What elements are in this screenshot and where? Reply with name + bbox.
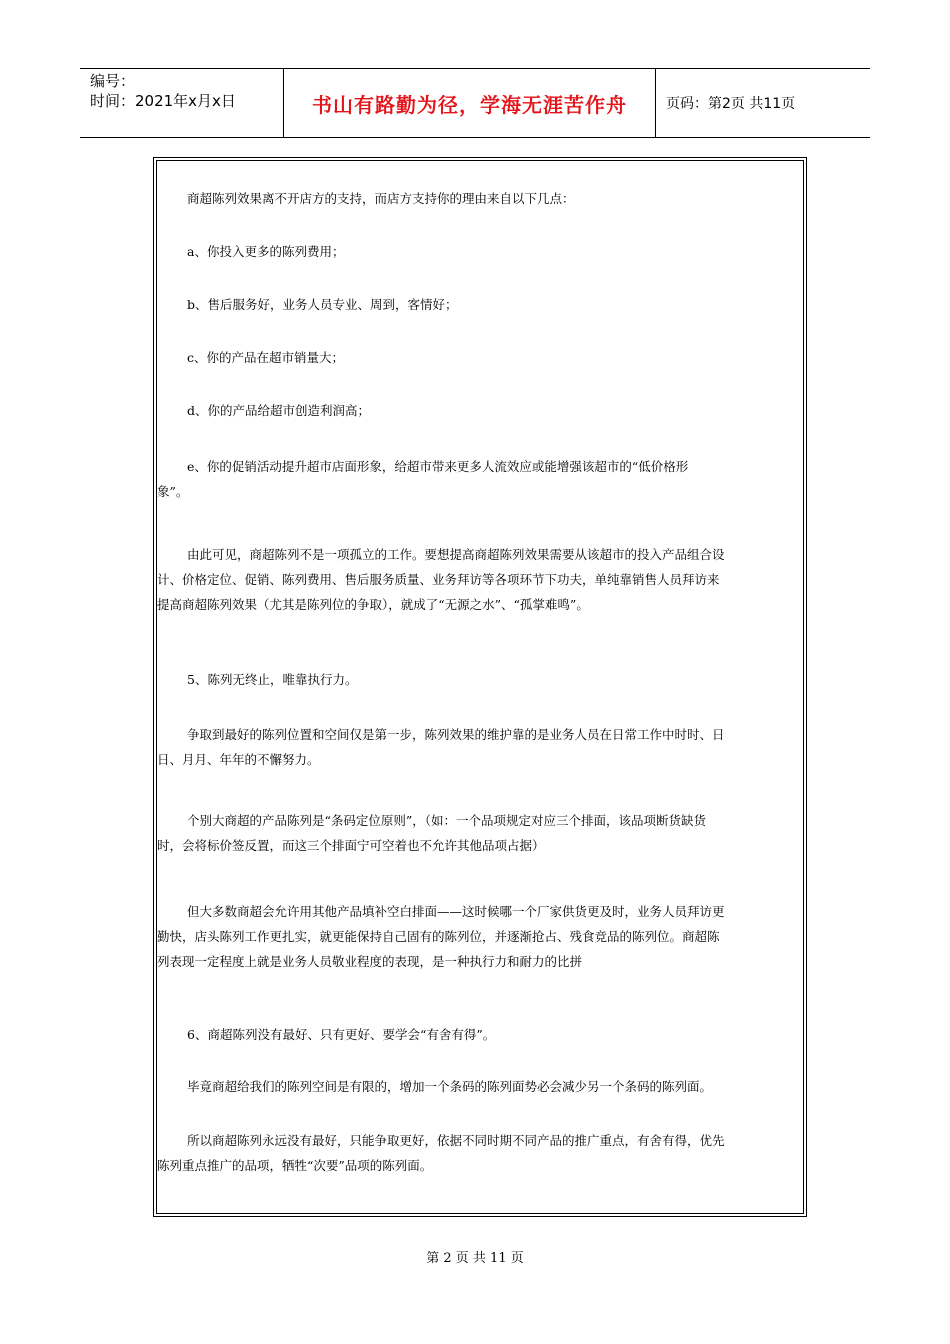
paragraph-line: 计、价格定位、促销、陈列费用、售后服务质量、业务拜访等各项环节下功夫，单纯靠销售人员拜访来: [157, 572, 720, 587]
header-meta-cell: [80, 69, 283, 137]
paragraph-line: 但大多数商超会允许用其他产品填补空白排面——这时候哪一个厂家供货更及时，业务人员拜访更: [187, 904, 725, 919]
paragraph: [157, 667, 807, 692]
paragraph-line: d、你的产品给超市创造利润高；: [187, 403, 371, 418]
paragraph-line: e、你的促销活动提升超市店面形象，给超市带来更多人流效应或能增强该超市的“低价格形: [187, 459, 689, 474]
paragraph: [157, 345, 807, 370]
document-date-label: 时间：2021年x月x日: [90, 92, 236, 110]
paragraph: [157, 239, 807, 264]
header-motto-cell: [284, 69, 655, 137]
paragraph-line: 列表现一定程度上就是业务人员敬业程度的表现，是一种执行力和耐力的比拼: [157, 954, 583, 969]
paragraph: [157, 722, 807, 772]
document-header: [80, 68, 870, 138]
page-footer: 第 2 页 共 11 页: [426, 1251, 524, 1266]
paragraph: [157, 808, 807, 858]
paragraph-line: c、你的产品在超市销量大；: [187, 350, 345, 365]
paragraph-line: 由此可见，商超陈列不是一项孤立的工作。要想提高商超陈列效果需要从该超市的投入产品组合设: [187, 547, 725, 562]
content-box: [153, 157, 807, 1217]
paragraph-line: 毕竟商超给我们的陈列空间是有限的，增加一个条码的陈列面势必会减少另一个条码的陈列面。: [187, 1079, 713, 1094]
paragraph-line: 陈列重点推广的品项，牺牲“次要”品项的陈列面。: [157, 1158, 433, 1173]
paragraph: [157, 899, 807, 974]
paragraph-line: 勤快，店头陈列工作更扎实，就更能保持自己固有的陈列位，并逐渐抢占、残食竞品的陈列位。商超陈: [157, 929, 720, 944]
document-number-label: 编号：: [90, 72, 136, 90]
paragraph-line: b、售后服务好，业务人员专业、周到，客情好；: [187, 297, 458, 312]
header-page-cell: [666, 69, 795, 137]
paragraph-line: 6、商超陈列没有最好、只有更好、要学会“有舍有得”。: [187, 1027, 496, 1042]
paragraph-line: 时，会将标价签反置，而这三个排面宁可空着也不允许其他品项占据）: [157, 838, 545, 853]
paragraph: [157, 542, 807, 617]
paragraph-line: 争取到最好的陈列位置和空间仅是第一步，陈列效果的维护靠的是业务人员在日常工作中时时、日: [187, 727, 725, 742]
paragraph-line: 日、月月、年年的不懈努力。: [157, 752, 320, 767]
paragraph-line: 提高商超陈列效果（尤其是陈列位的争取），就成了“无源之水”、“孤掌难鸣”。: [157, 597, 589, 612]
paragraph-line: 个别大商超的产品陈列是“条码定位原则”，（如：一个品项规定对应三个排面，该品项断货缺货: [187, 813, 707, 828]
paragraph-line: 所以商超陈列永远没有最好，只能争取更好，依据不同时期不同产品的推广重点，有舍有得，优先: [187, 1133, 725, 1148]
paragraph: [157, 1128, 807, 1178]
header-motto: 书山有路勤为径，学海无涯苦作舟: [312, 92, 627, 117]
paragraph: [157, 454, 807, 504]
header-divider: [655, 69, 656, 137]
paragraph: [157, 398, 807, 423]
content-box-inner: [156, 160, 804, 1214]
paragraph: [157, 1022, 807, 1047]
header-page-info: 页码：第2页 共11页: [666, 96, 796, 112]
paragraph: [157, 186, 807, 211]
paragraph: [157, 1074, 807, 1099]
paragraph-line: 商超陈列效果离不开店方的支持，而店方支持你的理由来自以下几点：: [187, 191, 575, 206]
paragraph-line: a、你投入更多的陈列费用；: [187, 244, 345, 259]
paragraph-line: 象”。: [157, 484, 189, 499]
paragraph-line: 5、陈列无终止，唯靠执行力。: [187, 672, 358, 687]
paragraph: [157, 292, 807, 317]
